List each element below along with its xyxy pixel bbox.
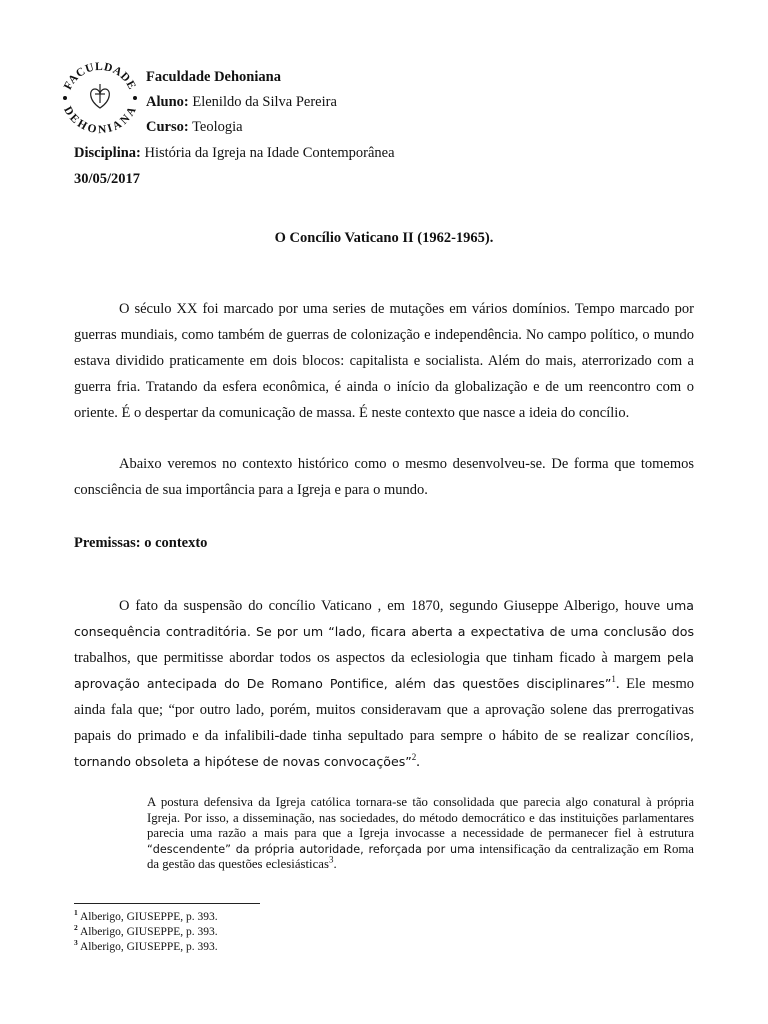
footnote-2: $^2$ Alberigo, GIUSEPPE, p. 393. — [74, 923, 218, 938]
seal-bottom-text: DEHONIANA — [60, 104, 140, 137]
footnote-divider — [74, 903, 260, 904]
faculty-seal-logo — [58, 56, 142, 140]
footnote-ref-2: 2 — [411, 752, 417, 763]
context-paragraph: O fato da suspensão do concílio Vaticano , em 1870, segundo Giuseppe Alberigo, houve uma consequência contraditória. Se por um “lado, ficara aberta a expectativa de uma conclusão dos trabalhos, que permitisse abordar todos os aspectos da eclesiologia que tinham ficado à margem pela aprovação antecipada do De Romano Pontifice, além das questões disciplinares”$^1$. Ele mesmo ainda fala que; “por outro lado, porém, muitos consideravam que a aprovação solene das prerrogativas papais do primado e da infalibili-dade tinha sepultado para sempre o hábito de se realizar concílios, tornando obsoleta a hipótese de novas convocações”$^2$. — [74, 598, 694, 770]
footnote-ref-3: 3 — [328, 855, 334, 866]
seal-top-text: FACULDADE — [61, 60, 138, 92]
document-title: O Concílio Vaticano II (1962-1965). — [274, 230, 494, 246]
student-line: Aluno: Elenildo da Silva Pereira — [146, 94, 337, 110]
block-quote: A postura defensiva da Igreja católica tornara-se tão consolidada que parecia algo conatural à própria Igreja. Por isso, a disseminação, nas sociedades, do método democrático e das instituições parlamentares parecia uma razão a mais para que a Igreja invocasse a necessidade de permanecer fiel à estrutura “descendente” da própria autoridade, reforçada por uma intensificação da centralização em Roma da gestão das questões eclesiásticas$^3$. — [147, 795, 694, 872]
footnote-3: $^3$ Alberigo, GIUSEPPE, p. 393. — [74, 938, 218, 953]
student-name: Elenildo da Silva Pereira — [192, 94, 337, 110]
svg-text:DEHONIANA — [61, 105, 139, 137]
footnote-1: $^1$ Alberigo, GIUSEPPE, p. 393. — [74, 908, 218, 923]
heart-cross-icon — [91, 84, 110, 108]
intro-paragraph-1: O século XX foi marcado por uma series de mutações em vários domínios. Tempo marcado por guerras mundiais, como também de guerras de colonização e independência. No campo político, o mundo estava dividido praticamente em dois blocos: capitalista e socialista. Além do mais, aterrorizado com a guerra fria. Tratando da esfera econômica, é ainda o início da globalização e de um reencontro com o oriente. É o despertar da comunicação de massa. É neste contexto que nasce a ideia do concílio. — [74, 301, 694, 421]
intro-paragraph-2: Abaixo veremos no contexto histórico como o mesmo desenvolveu-se. De forma que tomemos consciência de sua importância para a Igreja e para o mundo. — [74, 456, 694, 498]
footnote-ref-1: 1 — [611, 674, 616, 685]
section-heading: Premissas: o contexto — [74, 535, 208, 551]
course-name: Teologia — [192, 119, 243, 135]
discipline-line: Disciplina: História da Igreja na Idade Contemporânea — [74, 145, 395, 161]
course-line: Curso: Teologia — [146, 119, 243, 135]
discipline-name: História da Igreja na Idade Contemporânea — [144, 145, 395, 161]
institution-name: Faculdade Dehoniana — [146, 69, 281, 85]
document-date: 30/05/2017 — [74, 171, 141, 187]
